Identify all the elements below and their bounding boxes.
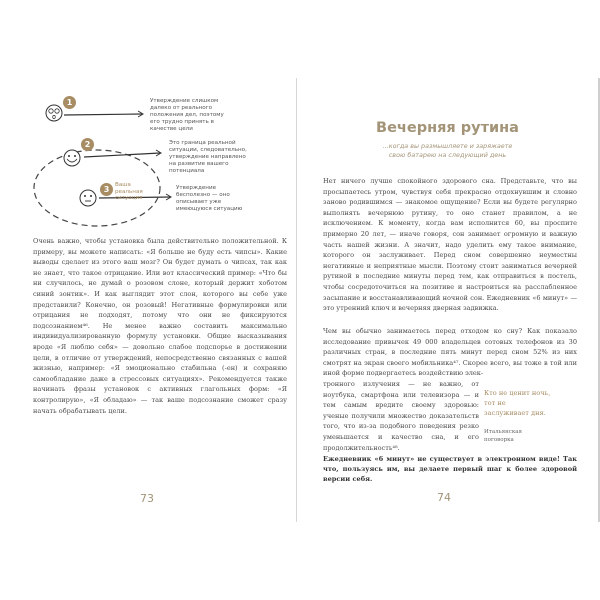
reality-label: Ваша реальная ситуация <box>115 182 143 201</box>
caption-2: Это граница реальной ситуации, следовательно, утверждение направлено на развитие вашего потенциала <box>169 140 247 174</box>
left-body-paragraph <box>33 236 287 416</box>
arrow-2 <box>84 153 160 157</box>
happy-face-icon <box>64 150 80 166</box>
diagram-graphics <box>0 78 296 238</box>
badge-1: 1 <box>63 96 76 109</box>
left-page <box>0 78 297 522</box>
arrow-1 <box>64 114 142 115</box>
right-paragraph-2-narrow: тронного излучения — не важно, от ноутбука, смартфона или телевизора — и тем самым вредите своему здоровью: ученые получили множество доказательств того, что из-за подобного поведения резко уменьшается и качество сна, и его продолжительность⁴⁸. <box>323 380 479 452</box>
page-number-left: 73 <box>140 492 154 505</box>
section-title: Вечерняя рутина <box>376 120 519 136</box>
affirmation-diagram <box>0 78 296 238</box>
worried-face-icon <box>46 105 62 121</box>
badge-2: 2 <box>81 138 94 151</box>
section-subtitle-line1: ...когда вы размышляете и заряжаете <box>382 142 513 150</box>
page-number-right: 74 <box>437 491 451 504</box>
quote-source: Итальянская поговорка <box>484 429 523 443</box>
caption-1: Утверждение слишком далеко от реального положения дел, поэтому его трудно принять в качестве цели <box>150 98 224 132</box>
right-page <box>297 78 600 522</box>
quote-text: Кто не ценит ночь, тот не заслуживает дня. <box>484 389 551 417</box>
left-paragraph-text: Очень важно, чтобы установка была действительно положительной. К примеру, вы можете написать: «Я больше не буду есть чипсы». Какие выводы сделает из этого ваш мозг? Он будет думать о чипсах, так как не знает, что такое отрицание. Или вот классический пример: «Что бы ни случилось, не думай о розовом слоне, который держит хоботом синий зонтик». И как выглядит этот слон, которого вы себе уже представили? Конечно, он розовый! Негативные формулировки или отрицания не подходят, потому что они не фиксируются подсознанием⁴⁶. Не менее важно составить максимально индивидуализированную формулу установки. Общие высказывания вроде «Я люблю себя» — довольно слабое подспорье в достижении цели, в отличие от утверждений, непосредственно связанных с вашей жизнью, например: «Я эмоционально стабильна (-ен) и сохраняю самообладание даже в стрессовых ситуациях». Рекомендуется также начинать фразы установок с активных глагольных форм: «Я контролирую», «Я обладаю» — так ваше подсознание сможет сразу начать обрабатывать цели. <box>33 237 287 415</box>
right-paragraph-1: Нет ничего лучше спокойного здорового сна. Представьте, что вы просыпаетесь утром, чувствуя себя прекрасно отдохнувшим и словно заново родившимся — знакомое ощущение? Если вы будете регулярно выполнять вечернюю рутину, то оно станет правилом, а не исключением. К моменту, когда вам исполнится 60, вы проспите примерно 20 лет, — иначе говоря, сон занимает огромную и важную часть нашей жизни. А значит, надо уделить ему такое внимание, которого он заслуживает. Перед сном совершенно неуместны негативные и неприятные мысли. Поэтому стоит заниматься вечерней рутиной в последние минуты перед тем, как отправиться в постель, чтобы сосредоточиться на позитиве и настроиться на расслабленное засыпание и восстанавливающий ночной сон. Ежедневник «6 минут» — это утренний ключ и вечерняя дверная задвижка. <box>323 177 577 313</box>
badge-3: 3 <box>100 183 113 196</box>
right-paragraph-2: Чем вы обычно занимаетесь перед отходом ко сну? Как показало исследование привычек 49 000 владельцев сотовых телефонов из 30 различных стран, в последние пять минут перед сном 52% из них смотрят на экран своего мобильника⁴⁷. Скорее всего, вы тоже в той или иной форме подвергаетесь воздействию элек- <box>323 327 577 378</box>
bold-conclusion: Ежедневник «6 минут» не существует в электронном виде! Так что, пользуясь им, вы делаете первый шаг к более здоровой версии себя. <box>323 455 577 484</box>
neutral-face-icon <box>80 190 96 206</box>
section-subtitle-line2: свою батарею на следующий день <box>388 151 507 159</box>
caption-3: Утверждение бесполезно — оно описывает уже имеющуюся ситуацию <box>176 185 243 212</box>
